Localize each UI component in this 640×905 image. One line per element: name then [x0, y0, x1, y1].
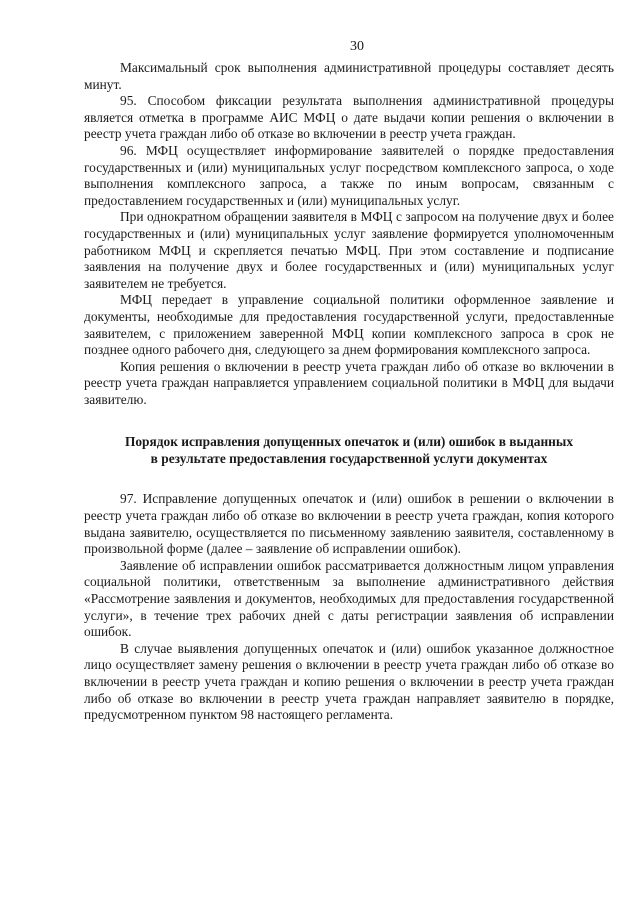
paragraph-96: 96. МФЦ осуществляет информирование заявителей о порядке предоставления государственных и (или) муниципальных услуг посредством комплексного запроса, о ходе выполнения комплексного запроса, а также по иным вопросам, связанным с предоставлением государственных и (или) муниципальных услуг.: [84, 142, 614, 208]
paragraph-97: 97. Исправление допущенных опечаток и (или) ошибок в решении о включении в реестр учета граждан либо об отказе во включении в реестр учета граждан, копия которого выдана заявителю, осуществляется по письменному заявлению заявителя, составленному в произвольной форме (далее – заявление об исправлении ошибок).: [84, 491, 614, 557]
section-heading: [84, 433, 614, 467]
page-number: 30: [350, 39, 364, 54]
paragraph-max-duration: Максимальный срок выполнения административной процедуры составляет десять минут.: [84, 60, 614, 92]
paragraph-error-correction: В случае выявления допущенных опечаток и (или) ошибок указанное должностное лицо осуществляет замену решения о включении в реестр учета граждан либо об отказе во включении в реестр учета граждан и копию решения о включении в реестр учета граждан либо об отказе во включении в реестр учета граждан направляет заявителю в порядке, предусмотренном пунктом 98 настоящего регламента.: [84, 640, 614, 723]
paragraph-95: 95. Способом фиксации результата выполнения административной процедуры является отметка в программе АИС МФЦ о дате выдачи копии решения о включении в реестр учета граждан либо об отказе во включении в реестр учета граждан.: [84, 93, 614, 142]
paragraph-error-review: Заявление об исправлении ошибок рассматривается должностным лицом управления социальной политики, ответственным за выполнение административного действия «Рассмотрение заявления и документов, необходимых для предоставления государственной услуги», в течение трех рабочих дней с даты регистрации заявления об исправлении ошибок.: [84, 557, 614, 640]
section-heading-line-1: Порядок исправления допущенных опечаток и (или) ошибок в выданных: [124, 434, 574, 450]
paragraph-decision-copy: Копия решения о включении в реестр учета граждан либо об отказе во включении в реестр учета граждан направляется управлением социальной политики в МФЦ для выдачи заявителю.: [84, 358, 614, 407]
section-heading-line-2: в результате предоставления государственной услуги документах: [150, 451, 548, 467]
paragraph-single-request: При однократном обращении заявителя в МФЦ с запросом на получение двух и более государственных и (или) муниципальных услуг заявление формируется уполномоченным работником МФЦ и скрепляется печатью МФЦ. При этом составление и подписание заявления на получение двух и более государственных и (или) муниципальных услуг заявителем не требуется.: [84, 209, 614, 291]
paragraph-mfc-transfer: МФЦ передает в управление социальной политики оформленное заявление и документы, необходимые для предоставления государственной услуги, предоставленные заявителем, с приложением заверенной МФЦ копии комплексного запроса в срок не позднее одного рабочего дня, следующего за днем формирования комплексного запроса.: [84, 292, 614, 358]
document-page: [84, 38, 614, 724]
